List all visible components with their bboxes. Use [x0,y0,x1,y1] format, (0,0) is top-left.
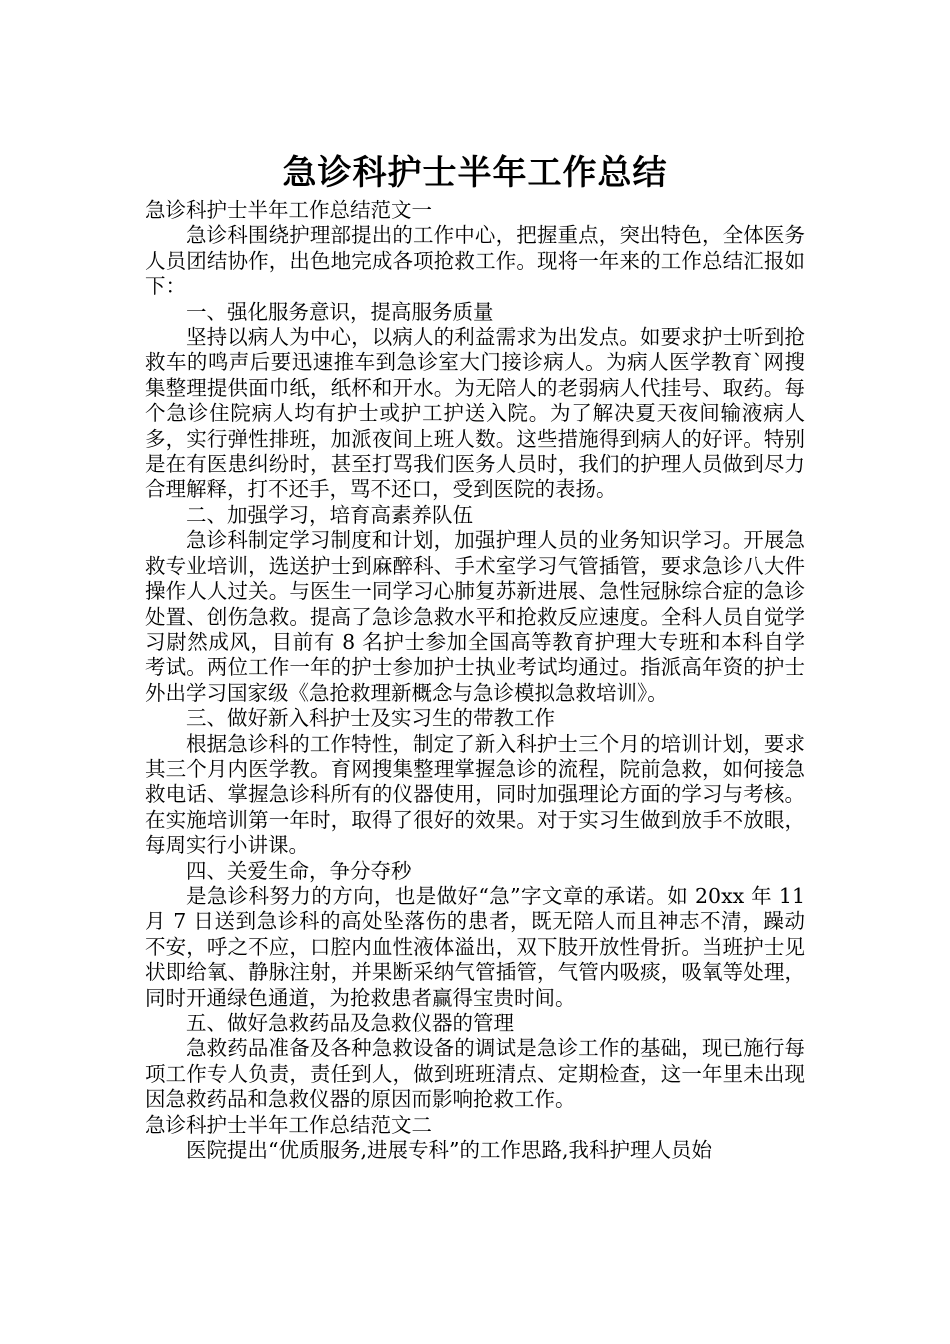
paragraph: 是急诊科努力的方向，也是做好“急”字文章的承诺。如 20xx 年 11 月 7 日送到急诊科的高处坠落伤的患者，既无陪人而且神志不清，躁动不安，呼之不应，口腔内血性液体溢出，双下肢开放性骨折。当班护士见状即给氧、静脉注射，并果断采纳气管插管，气管内吸痰，吸氧等处理，同时开通绿色通道，为抢救患者赢得宝贵时间。 [145,883,805,1010]
page-title: 急诊科护士半年工作总结 [282,152,668,193]
paragraph: 急诊科制定学习制度和计划，加强护理人员的业务知识学习。开展急救专业培训，选送护士到麻醉科、手术室学习气管插管，要求急诊八大件操作人人过关。与医生一同学习心肺复苏新进展、急性冠脉综合症的急诊处置、创伤急救。提高了急诊急救水平和抢救反应速度。全科人员自觉学习尉然成风，目前有 8 名护士参加全国高等教育护理大专班和本科自学考试。两位工作一年的护士参加护士执业考试均通过。指派高年资的护士外出学习国家级《急抢救理新概念与急诊模拟急救培训》。 [145,528,805,705]
paragraph: 急诊科围绕护理部提出的工作中心，把握重点，突出特色，全体医务人员团结协作，出色地完成各项抢救工作。现将一年来的工作总结汇报如下： [145,223,805,299]
section-heading: 一、强化服务意识，提高服务质量 [186,299,494,324]
paragraph: 急诊科护士半年工作总结范文二 [145,1112,432,1137]
section-heading: 二、加强学习，培育高素养队伍 [186,502,473,527]
paragraph: 急诊科护士半年工作总结范文一 [145,198,432,222]
section-heading: 五、做好急救药品及急救仪器的管理 [186,1011,514,1035]
paragraph: 根据急诊科的工作特性，制定了新入科护士三个月的培训计划，要求其三个月内医学教。育网搜集整理掌握急诊的流程，院前急救，如何接急救电话、掌握急诊科所有的仪器使用，同时加强理论方面的学习与考核。在实施培训第一年时，取得了很好的效果。对于实习生做到放手不放眼，每周实行小讲课。 [145,731,805,858]
paragraph: 医院提出“优质服务,进展专科”的工作思路,我科护理人员始 [186,1138,712,1163]
section-heading: 四、关爱生命，争分夺秒 [186,858,412,883]
paragraph: 坚持以病人为中心，以病人的利益需求为出发点。如要求护士听到抢救车的鸣声后要迅速推车到急诊室大门接诊病人。为病人医学教育`网搜集整理提供面巾纸，纸杯和开水。为无陪人的老弱病人代挂号、取药。每个急诊住院病人均有护士或护工护送入院。为了解决夏天夜间输液病人多，实行弹性排班，加派夜间上班人数。这些措施得到病人的好评。特别是在有医患纠纷时，甚至打骂我们医务人员时，我们的护理人员做到尽力合理解释，打不还手，骂不还口，受到医院的表扬。 [145,325,805,502]
section-heading: 三、做好新入科护士及实习生的带教工作 [186,706,555,731]
paragraph: 急救药品准备及各种急救设备的调试是急诊工作的基础，现已施行每项工作专人负责，责任到人，做到班班清点、定期检查，这一年里未出现因急救药品和急救仪器的原因而影响抢救工作。 [145,1036,805,1112]
document-body [145,198,805,1163]
